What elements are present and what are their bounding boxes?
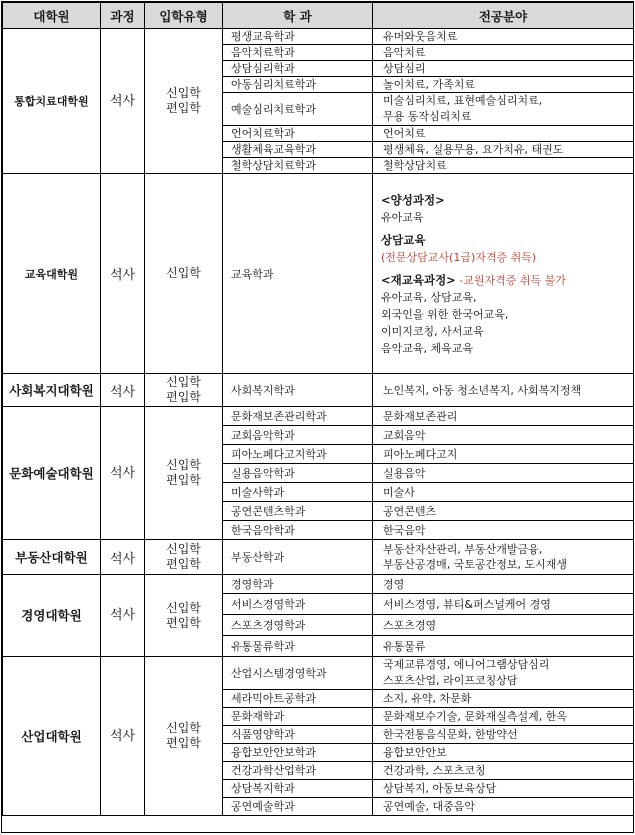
retraining-course-heading: <재교육과정>: [381, 273, 456, 287]
department: 문화재보존관리학과: [223, 407, 373, 426]
department: 식품영양학과: [223, 726, 373, 744]
department: 산업시스템경영학과: [223, 657, 373, 690]
department: 상담복지학과: [223, 780, 373, 798]
major-field: 노인복지, 아동 청소년복지, 사회복지정책: [373, 374, 634, 407]
table-row: [3, 374, 634, 407]
major-field: 문화재보수기술, 문화재실측설계, 한옥: [373, 708, 634, 726]
department: 서비스경영학과: [223, 594, 373, 615]
header-row: [3, 3, 634, 29]
major-field: 건강과학, 스포츠코칭: [373, 762, 634, 780]
department: 부동산학과: [223, 540, 373, 575]
department: 상담심리학과: [223, 61, 373, 77]
degree: 석사: [101, 575, 145, 657]
header-admission-type: 입학유형: [145, 3, 223, 29]
table-row: [3, 657, 634, 690]
school-name: 산업대학원: [3, 657, 101, 816]
degree: 석사: [101, 29, 145, 174]
department: 교회음악학과: [223, 426, 373, 445]
programs-table: [2, 2, 634, 816]
admission-type: 신입학 편입학: [145, 407, 223, 540]
table-row: [3, 407, 634, 426]
major-field: 피아노페다고지: [373, 445, 634, 464]
major-field: 부동산자산관리, 부동산개발금융, 부동산공경매, 국토공간정보, 도시재생: [373, 540, 634, 575]
major-field: 유머와웃음치료: [373, 29, 634, 45]
admission-type: 신입학 편입학: [145, 374, 223, 407]
major-field: 유통물류: [373, 636, 634, 657]
department: 평생교육학과: [223, 29, 373, 45]
admission-type: 신입학 편입학: [145, 575, 223, 657]
department: 철학상담치료학과: [223, 158, 373, 174]
department: 교육학과: [223, 174, 373, 374]
department: 스포츠경영학과: [223, 615, 373, 636]
major-field: 서비스경영, 뷰티&퍼스널케어 경영: [373, 594, 634, 615]
major-field: 실용음악: [373, 464, 634, 483]
major-field: 문화재보존관리: [373, 407, 634, 426]
major-line: 이미지코칭, 사서교육: [381, 325, 484, 338]
department: 문화재학과: [223, 708, 373, 726]
major-field: 미술심리치료, 표현예술심리치료, 무용 동작심리치료: [373, 93, 634, 126]
major-field: 공연콘텐츠: [373, 502, 634, 521]
department: 세라믹아트공학과: [223, 690, 373, 708]
department: 피아노페다고지학과: [223, 445, 373, 464]
degree: 석사: [101, 374, 145, 407]
table-row: [3, 29, 634, 45]
department: 건강과학산업학과: [223, 762, 373, 780]
major-field: 음악치료: [373, 45, 634, 61]
major-field: [373, 174, 634, 374]
retraining-note: -교원자격증 취득 불가: [459, 274, 566, 287]
header-graduate-school: 대학원: [3, 3, 101, 29]
school-name: 부동산대학원: [3, 540, 101, 575]
admission-type: 신입학 편입학: [145, 29, 223, 174]
major-field: 철학상담치료: [373, 158, 634, 174]
major-line: 외국인을 위한 한국어교육,: [381, 308, 509, 321]
table-row: [3, 540, 634, 575]
header-major-field: 전공분야: [373, 3, 634, 29]
major-field: 소지, 유약, 차문화: [373, 690, 634, 708]
major-field: 평생체육, 실용무용, 요가치유, 태권도: [373, 142, 634, 158]
department: 융합보안안보학과: [223, 744, 373, 762]
department: 예술심리치료학과: [223, 93, 373, 126]
major-field: 상담심리: [373, 61, 634, 77]
admission-type: 신입학 편입학: [145, 657, 223, 816]
major-field: 미술사: [373, 483, 634, 502]
department: 실용음악학과: [223, 464, 373, 483]
admission-type: 신입학 편입학: [145, 540, 223, 575]
graduate-programs-table: [1, 1, 634, 833]
major-field: 한국음악: [373, 521, 634, 540]
major-field: 융합보안안보: [373, 744, 634, 762]
major-field: 스포츠경영: [373, 615, 634, 636]
school-name: 경영대학원: [3, 575, 101, 657]
header-degree: 과정: [101, 3, 145, 29]
school-name: 교육대학원: [3, 174, 101, 374]
department: 한국음악학과: [223, 521, 373, 540]
admission-type: 신입학: [145, 174, 223, 374]
department: 언어치료학과: [223, 126, 373, 142]
header-department: 학 과: [223, 3, 373, 29]
department: 유통물류학과: [223, 636, 373, 657]
department: 경영학과: [223, 575, 373, 594]
degree: 석사: [101, 407, 145, 540]
counseling-education-heading: 상담교육: [381, 233, 426, 247]
major-field: 상담복지, 아동보육상담: [373, 780, 634, 798]
table-row: [3, 174, 634, 374]
major-field: 한국전통음식문화, 한방약선: [373, 726, 634, 744]
department: 공연콘텐츠학과: [223, 502, 373, 521]
major-line: 음악교육, 체육교육: [381, 342, 474, 355]
degree: 석사: [101, 540, 145, 575]
school-name: 통합치료대학원: [3, 29, 101, 174]
major-field: 언어치료: [373, 126, 634, 142]
training-course-heading: <양성과정>: [381, 193, 445, 207]
major-line: 유아교육: [381, 211, 424, 224]
major-field: 공연예술, 대중음악: [373, 798, 634, 816]
degree: 석사: [101, 174, 145, 374]
major-line: 유아교육, 상담교육,: [381, 291, 477, 304]
certificate-note: (전문상담교사(1급)자격증 취득): [381, 251, 537, 264]
school-name: 문화예술대학원: [3, 407, 101, 540]
department: 아동심리치료학과: [223, 77, 373, 93]
department: 생활체육교육학과: [223, 142, 373, 158]
department: 음악치료학과: [223, 45, 373, 61]
degree: 석사: [101, 657, 145, 816]
department: 미술사학과: [223, 483, 373, 502]
department: 사회복지학과: [223, 374, 373, 407]
table-row: [3, 575, 634, 594]
major-field: 국제교류경영, 에니어그램상담심리 스포츠산업, 라이프코칭상담: [373, 657, 634, 690]
major-field: 놀이치료, 가족치료: [373, 77, 634, 93]
school-name: 사회복지대학원: [3, 374, 101, 407]
major-field: 교회음악: [373, 426, 634, 445]
department: 공연예술학과: [223, 798, 373, 816]
major-field: 경영: [373, 575, 634, 594]
